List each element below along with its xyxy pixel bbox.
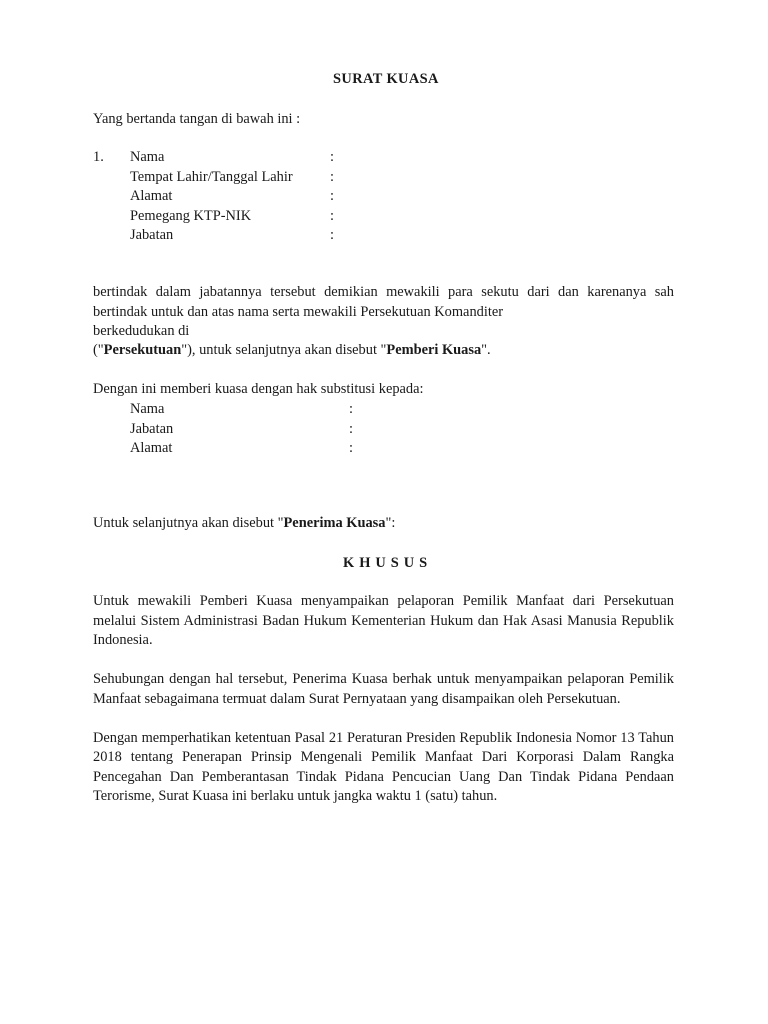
domicile-line: berkedudukan di xyxy=(93,323,190,339)
party1-row xyxy=(93,187,674,207)
grant-row xyxy=(93,420,674,440)
field-label: Alamat xyxy=(130,188,173,204)
recipient-line xyxy=(93,514,395,534)
field-label: Nama xyxy=(130,149,165,165)
field-separator: : xyxy=(330,168,334,185)
paragraph: Untuk mewakili Pemberi Kuasa menyampaikan pelaporan Pemilik Manfaat dari Persekutuan melalui Sistem Administrasi Badan Hukum Kementerian Hukum dan Hak Asasi Manusia Republik Indonesia. xyxy=(93,593,674,648)
body-paragraphs xyxy=(93,592,674,826)
grant-row xyxy=(93,400,674,420)
document-title: SURAT KUASA xyxy=(333,71,439,87)
field-separator: : xyxy=(349,420,353,437)
recipient-text: Untuk selanjutnya akan disebut " xyxy=(93,515,284,531)
field-label: Jabatan xyxy=(130,227,174,243)
term-penerima-kuasa: Penerima Kuasa xyxy=(283,515,386,531)
list-number: 1. xyxy=(93,149,104,165)
term-persekutuan: Persekutuan xyxy=(103,342,182,358)
field-label: Pemegang KTP-NIK xyxy=(130,207,252,224)
field-separator: : xyxy=(349,440,353,456)
grant-intro: Dengan ini memberi kuasa dengan hak substitusi kepada: xyxy=(93,381,424,397)
definition-text: "), untuk selanjutnya akan disebut " xyxy=(181,342,387,358)
term-pemberi-kuasa: Pemberi Kuasa xyxy=(386,342,482,358)
party1-row xyxy=(93,148,674,168)
party1-row xyxy=(93,168,674,188)
acting-paragraph: bertindak dalam jabatannya tersebut demikian mewakili para sekutu dari dan karenanya sah bertindak untuk dan atas nama serta mewakili Persekutuan Komanditer xyxy=(93,284,674,320)
field-label: Nama xyxy=(130,401,165,417)
party1-row xyxy=(93,207,674,227)
section-subtitle: KHUSUS xyxy=(343,555,433,571)
field-label: Jabatan xyxy=(130,420,174,437)
field-separator: : xyxy=(330,188,334,204)
field-label: Alamat xyxy=(130,440,173,456)
recipient-close: ": xyxy=(385,515,396,531)
paragraph: Dengan memperhatikan ketentuan Pasal 21 Peraturan Presiden Republik Indonesia Nomor 13 Tahun 2018 tentang Penerapan Prinsip Mengenali Pemilik Manfaat Dari Korporasi Dalam Rangka Pencegahan Dan Pemberantasan Tindak Pidana Pencucian Uang Dan Tindak Pidana Pendaan Terorisme, Surat Kuasa ini berlaku untuk jangka waktu 1 (satu) tahun. xyxy=(93,729,674,804)
definition-line xyxy=(93,341,491,361)
party1-list xyxy=(93,148,674,246)
field-label: Tempat Lahir/Tanggal Lahir xyxy=(130,168,293,185)
grant-row xyxy=(93,439,674,459)
field-separator: : xyxy=(349,401,353,417)
field-separator: : xyxy=(330,207,334,224)
paragraph: Sehubungan dengan hal tersebut, Penerima Kuasa berhak untuk menyampaikan pelaporan Pemilik Manfaat sebagaimana termuat dalam Surat Pernyataan yang disampaikan oleh Persekutuan. xyxy=(93,671,674,707)
grant-list xyxy=(93,400,674,459)
quote-close: ". xyxy=(481,342,491,358)
field-separator: : xyxy=(330,227,334,243)
field-separator: : xyxy=(330,149,334,165)
intro-text: Yang bertanda tangan di bawah ini : xyxy=(93,111,301,127)
quote-open: (" xyxy=(93,342,104,358)
party1-row xyxy=(93,226,674,246)
